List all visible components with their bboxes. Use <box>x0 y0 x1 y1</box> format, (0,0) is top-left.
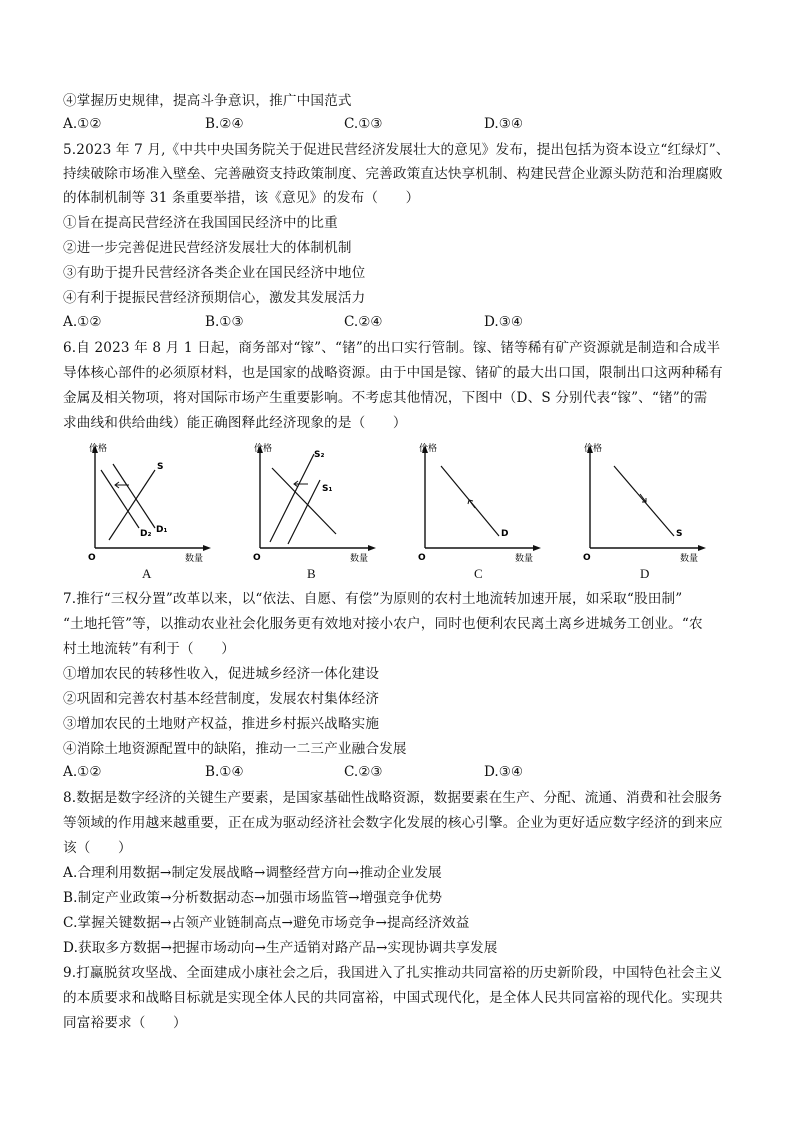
x-axis-arrow-icon <box>203 545 211 551</box>
q8-option-c[interactable]: C.掌握关键数据→占领产业链制高点→避免市场竞争→提高经济效益 <box>63 915 470 931</box>
graph-a-label[interactable]: A <box>142 566 152 581</box>
q7-stem-line-3: 村土地流转”有利于（ ） <box>63 641 236 657</box>
q4-option-b[interactable]: B.②④ <box>205 116 244 132</box>
curve-label-d2: D₂ <box>140 529 152 539</box>
q4-option-c[interactable]: C.①③ <box>344 116 383 132</box>
q4-option-a[interactable]: A.①② <box>63 116 102 132</box>
x-axis-arrow-icon <box>533 545 541 551</box>
curve-label-d: D <box>501 529 509 539</box>
q7-statement-4: ④消除土地资源配置中的缺陷，推动一二三产业融合发展 <box>63 741 407 757</box>
q7-option-c[interactable]: C.②③ <box>344 764 383 780</box>
q8-option-a[interactable]: A.合理利用数据→制定发展战略→调整经营方向→推动企业发展 <box>63 865 442 881</box>
q8-stem-line-2: 等领域的作用越来越重要，正在成为驱动经济社会数字化发展的核心引擎。企业为更好适应数字经济的到来应 <box>63 815 723 831</box>
y-axis-label: 价格 <box>584 444 603 454</box>
q5-option-d[interactable]: D.③④ <box>484 314 524 330</box>
q5-stem-line-3: 的体制机制等 31 条重要举措，该《意见》的发布（ ） <box>63 190 420 206</box>
demand-curve-d1 <box>113 464 155 528</box>
q8-option-d[interactable]: D.获取多方数据→把握市场动向→生产适销对路产品→实现协调共享发展 <box>63 940 498 956</box>
q5-statement-1: ①旨在提高民营经济在我国国民经济中的比重 <box>63 215 338 231</box>
q5-stem-line-2: 持续破除市场准入壁垒、完善融资支持政策制度、完善政策直达快享机制、构建民营企业源头防范和治理腐败 <box>63 166 723 182</box>
q4-statement-4: ④掌握历史规律，提高斗争意识，推广中国范式 <box>63 93 352 109</box>
q6-stem-line-2: 导体核心部件的必须原材料，也是国家的战略资源。由于中国是镓、锗矿的最大出口国，限制出口这两种稀有 <box>63 365 723 381</box>
q9-stem-line-3: 同富裕要求（ ） <box>63 1015 187 1031</box>
graph-d-label[interactable]: D <box>640 566 650 581</box>
graph-d[interactable] <box>580 440 705 564</box>
q7-stem-line-2: “土地托管”等，以推动农业社会化服务更有效地对接小农户，同时也便利农民离土离乡进城务工创业。“农 <box>63 616 703 632</box>
curve-label-s1: S₁ <box>322 484 333 494</box>
q6-stem-line-4: 求曲线和供给曲线）能正确图释此经济现象的是（ ） <box>63 415 407 431</box>
graph-d-svg <box>580 440 705 564</box>
q5-statement-3: ③有助于提升民营经济各类企业在国民经济中地位 <box>63 265 366 281</box>
supply-curve-s <box>614 466 674 536</box>
x-axis-label: 数量 <box>350 554 369 564</box>
q7-statement-2: ②巩固和完善农村基本经营制度，发展农村集体经济 <box>63 691 380 707</box>
graph-b-label[interactable]: B <box>307 566 316 581</box>
graph-b[interactable] <box>250 440 375 564</box>
q5-stem-line-1: 5.2023 年 7 月,《中共中央国务院关于促进民营经济发展壮大的意见》发布，提出包括为资本设立“红绿灯”、 <box>63 142 730 158</box>
graph-c-label[interactable]: C <box>474 566 483 581</box>
q7-statement-3: ③增加农民的土地财产权益，推进乡村振兴战略实施 <box>63 716 380 732</box>
q7-stem-line-1: 7.推行“三权分置”改革以来，以“依法、自愿、有偿”为原则的农村土地流转加速开展，如采取“股田制” <box>63 591 683 607</box>
x-axis-arrow-icon <box>368 545 376 551</box>
graph-a-svg <box>85 440 210 564</box>
curve-label-d1: D₁ <box>156 525 168 535</box>
demand-curve <box>272 468 336 534</box>
q7-options <box>63 764 743 782</box>
x-axis-label: 数量 <box>680 554 699 564</box>
graph-b-svg <box>250 440 375 564</box>
x-axis-label: 数量 <box>185 554 204 564</box>
curve-label-s: S <box>157 462 164 472</box>
supply-curve-s2 <box>270 454 314 542</box>
q5-option-c[interactable]: C.②④ <box>344 314 383 330</box>
q5-options <box>63 314 743 332</box>
q7-statement-1: ①增加农民的转移性收入，促进城乡经济一体化建设 <box>63 666 380 682</box>
q6-stem-line-3: 金属及相关物项，将对国际市场产生重要影响。不考虑其他情况，下图中（D、S 分别代表“镓”、“锗”的需 <box>63 390 708 406</box>
y-axis-label: 价格 <box>419 444 438 454</box>
origin-label: O <box>88 553 96 563</box>
q9-stem-line-2: 的本质要求和战略目标就是实现全体人民的共同富裕，中国式现代化，是全体人民共同富裕的现代化。实现共 <box>63 990 723 1006</box>
q5-option-a[interactable]: A.①② <box>63 314 102 330</box>
curve-label-s: S <box>676 529 683 539</box>
y-axis-label: 价格 <box>89 444 108 454</box>
origin-label: O <box>253 553 261 563</box>
graph-c-svg <box>415 440 540 564</box>
graph-c[interactable] <box>415 440 540 564</box>
q8-stem-line-3: 该（ ） <box>63 840 132 856</box>
q7-option-b[interactable]: B.①④ <box>205 764 244 780</box>
q5-statement-2: ②进一步完善促进民营经济发展壮大的体制机制 <box>63 240 352 256</box>
q7-option-a[interactable]: A.①② <box>63 764 102 780</box>
graph-a[interactable] <box>85 440 210 564</box>
y-axis-label: 价格 <box>254 444 273 454</box>
x-axis-arrow-icon <box>698 545 706 551</box>
q7-option-d[interactable]: D.③④ <box>484 764 524 780</box>
q8-stem-line-1: 8.数据是数字经济的关键生产要素，是国家基础性战略资源，数据要素在生产、分配、流通、消费和社会服务 <box>63 790 723 806</box>
q8-option-b[interactable]: B.制定产业政策→分析数据动态→加强市场监管→增强竞争优势 <box>63 890 443 906</box>
x-axis-label: 数量 <box>515 554 534 564</box>
q4-option-d[interactable]: D.③④ <box>484 116 524 132</box>
q4-options <box>63 116 743 134</box>
q5-statement-4: ④有利于提振民营经济预期信心，激发其发展活力 <box>63 290 366 306</box>
curve-label-s2: S₂ <box>314 450 325 460</box>
q9-stem-line-1: 9.打赢脱贫攻坚战、全面建成小康社会之后，我国进入了扎实推动共同富裕的历史新阶段，中国特色社会主义 <box>63 965 723 981</box>
q5-option-b[interactable]: B.①③ <box>205 314 244 330</box>
origin-label: O <box>418 553 426 563</box>
origin-label: O <box>583 553 591 563</box>
demand-curve-d2 <box>101 470 139 528</box>
q6-stem-line-1: 6.自 2023 年 8 月 1 日起，商务部对“镓”、“锗”的出口实行管制。镓、锗等稀有矿产资源就是制造和合成半 <box>63 340 721 356</box>
